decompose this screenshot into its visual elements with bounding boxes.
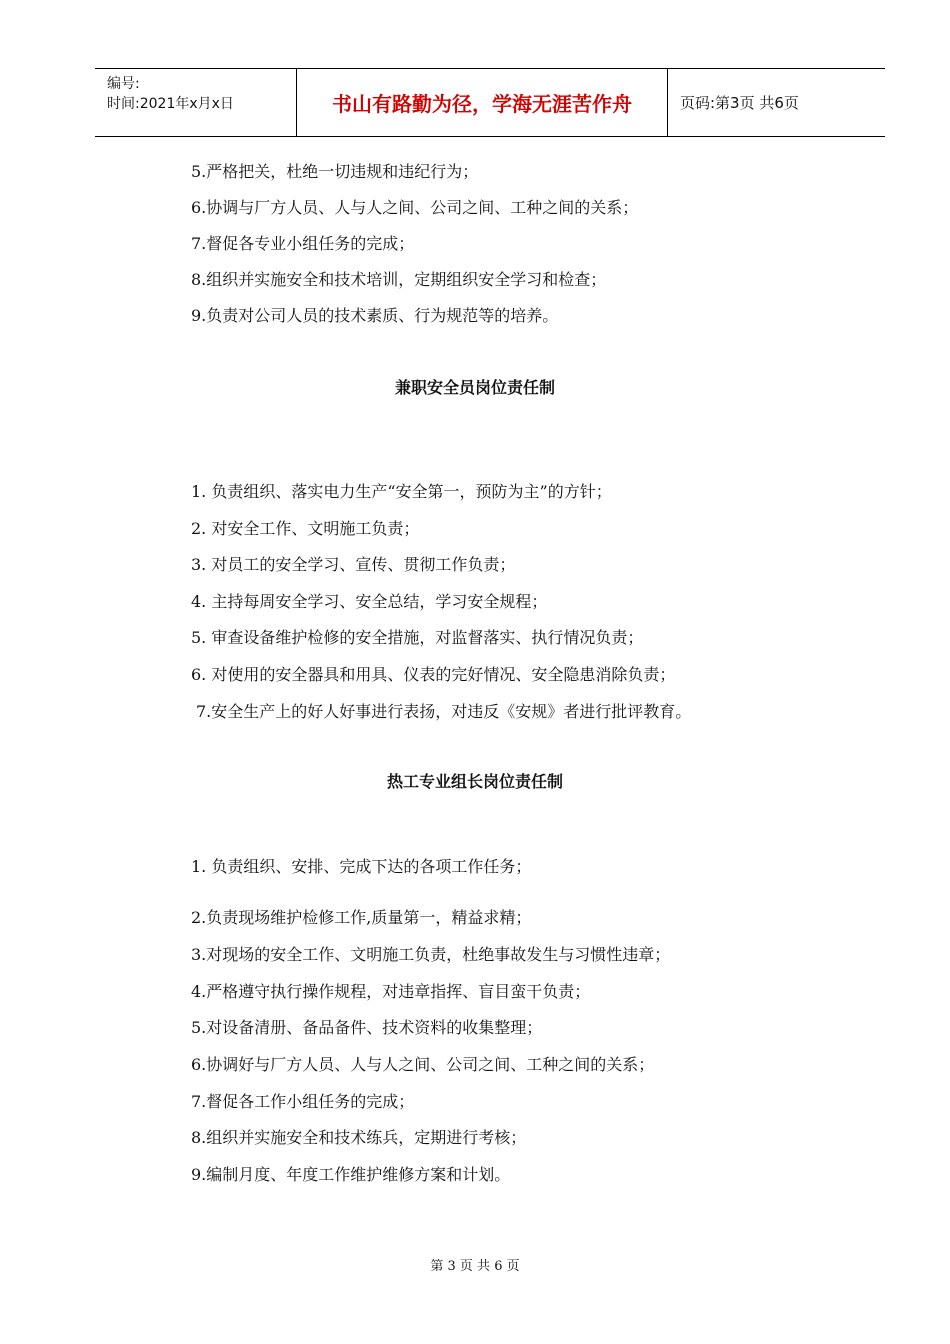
header-motto: 书山有路勤为径，学海无涯苦作舟	[296, 69, 668, 136]
section-title: 热工专业组长岗位责任制	[386, 772, 563, 791]
list-item: 8.组织并实施安全和技术练兵，定期进行考核；	[191, 1128, 527, 1147]
list-item: 7.督促各专业小组任务的完成；	[191, 234, 415, 253]
list-item: 5.对设备清册、备品备件、技术资料的收集整理；	[191, 1018, 543, 1037]
list-item: 5. 审查设备维护检修的安全措施，对监督落实、执行情况负责；	[191, 628, 644, 647]
list-item: 1. 负责组织、落实电力生产“安全第一，预防为主”的方针；	[191, 482, 612, 501]
time-label: 时间:2021年x月x日	[107, 96, 234, 112]
list-item: 5.严格把关，杜绝一切违规和违纪行为；	[191, 162, 479, 181]
list-item: 4. 主持每周安全学习、安全总结，学习安全规程；	[191, 592, 548, 611]
list-item: 1. 负责组织、安排、完成下达的各项工作任务；	[191, 857, 532, 876]
page-info-text: 页码:第3页 共6页	[680, 94, 799, 112]
list-item: 8.组织并实施安全和技术培训，定期组织安全学习和检查；	[191, 270, 607, 289]
document-header	[95, 68, 885, 137]
list-item: 9.负责对公司人员的技术素质、行为规范等的培养。	[191, 306, 559, 325]
list-item: 7.督促各工作小组任务的完成；	[191, 1092, 415, 1111]
list-item: 6. 对使用的安全器具和用具、仪表的完好情况、安全隐患消除负责；	[191, 665, 676, 684]
list-item: 2. 对安全工作、文明施工负责；	[191, 519, 420, 538]
list-item: 6.协调与厂方人员、人与人之间、公司之间、工种之间的关系；	[191, 198, 639, 217]
list-item: 3. 对员工的安全学习、宣传、贯彻工作负责；	[191, 555, 516, 574]
number-label: 编号:	[107, 76, 140, 92]
list-item: 4.严格遵守执行操作规程，对违章指挥、盲目蛮干负责；	[191, 982, 591, 1001]
list-item: 2.负责现场维护检修工作,质量第一，精益求精；	[191, 908, 532, 927]
header-meta	[95, 69, 295, 136]
section-title: 兼职安全员岗位责任制	[394, 378, 555, 397]
list-item: 3.对现场的安全工作、文明施工负责，杜绝事故发生与习惯性违章；	[191, 945, 671, 964]
header-page-info	[668, 69, 885, 136]
list-item: 9.编制月度、年度工作维护维修方案和计划。	[191, 1165, 511, 1184]
list-item: 6.协调好与厂方人员、人与人之间、公司之间、工种之间的关系；	[191, 1055, 655, 1074]
list-item: 7.安全生产上的好人好事进行表扬，对违反《安规》者进行批评教育。	[196, 702, 692, 721]
page-footer: 第 3 页 共 6 页	[430, 1259, 520, 1274]
